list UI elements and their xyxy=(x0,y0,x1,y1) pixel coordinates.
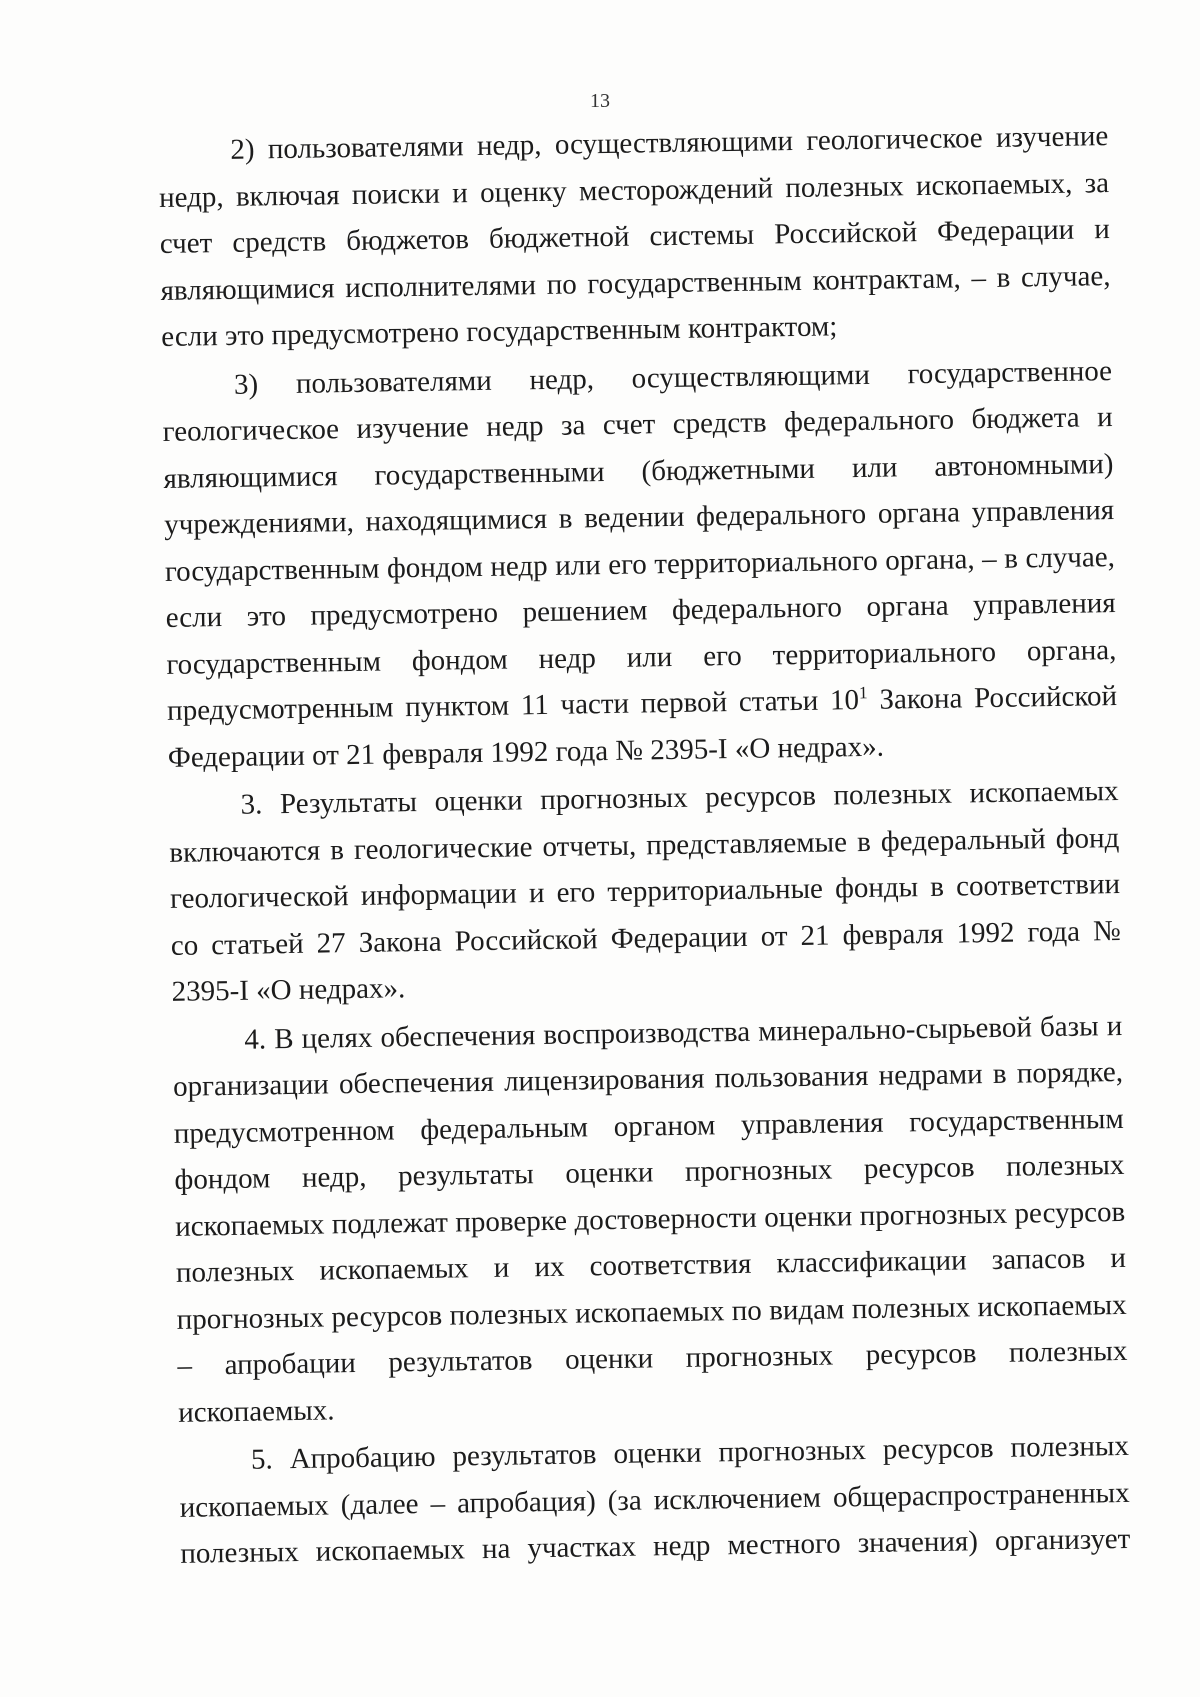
document-body xyxy=(158,113,1131,1577)
paragraph-subitem-2: 2) пользователями недр, осуществляющими геологическое изучение недр, включая поиски и оценку месторождений полезных ископаемых, за счет средств бюджетов бюджетной системы Российской Федерации и являющимися исполнителями по государственным контрактам, – в случае, если это предусмотрено государственным контрактом; xyxy=(158,120,1111,353)
paragraph-subitem-3 xyxy=(162,348,1118,781)
paragraph-item-5: 5. Апробацию результатов оценки прогнозных ресурсов полезных ископаемых (далее – апробация) (за исключением общераспространенных полезных ископаемых на участках недр местного значения) организует xyxy=(179,1429,1131,1570)
paragraph-item-4: 4. В целях обеспечения воспроизводства минерально-сырьевой базы и организации обеспечения лицензирования пользования недрами в порядке, предусмотренном федеральным органом управления государственным фондом недр, результаты оценки прогнозных ресурсов полезных ископаемых подлежат проверке достоверности оценки прогнозных ресурсов полезных ископаемых и их соответствия классификации запасов и прогнозных ресурсов полезных ископаемых по видам полезных ископаемых – апробации результатов оценки прогнозных ресурсов полезных ископаемых. xyxy=(172,1009,1128,1429)
paragraph-item-3: 3. Результаты оценки прогнозных ресурсов полезных ископаемых включаются в геологические отчеты, представляемые в федеральный фонд геологической информации и его территориальные фонды в соответствии со статьей 27 Закона Российской Федерации от 21 февраля 1992 года № 2395-I «О недрах». xyxy=(169,774,1121,1008)
paragraph-subitem-3-text: 3) пользователями недр, осуществляющими государственное геологическое изучение недр за счет средств федерального бюджета и являющимися государственными (бюджетными или автономными) учреждениями, находящимися в ведении федерального органа управления государственным фондом недр или его территориального органа, – в случае, если это предусмотрено решением федерального органа управления государственным фондом недр или его территориального органа, предусмотренным пунктом 11 части первой статьи 10 xyxy=(162,354,1117,727)
paragraph-subitem-3-text-end: Закона Российской Федерации от 21 февраля 1992 года № 2395-I «О недрах». xyxy=(167,680,1118,774)
page-number: 13 xyxy=(590,90,610,112)
article-superscript: 1 xyxy=(858,682,868,703)
